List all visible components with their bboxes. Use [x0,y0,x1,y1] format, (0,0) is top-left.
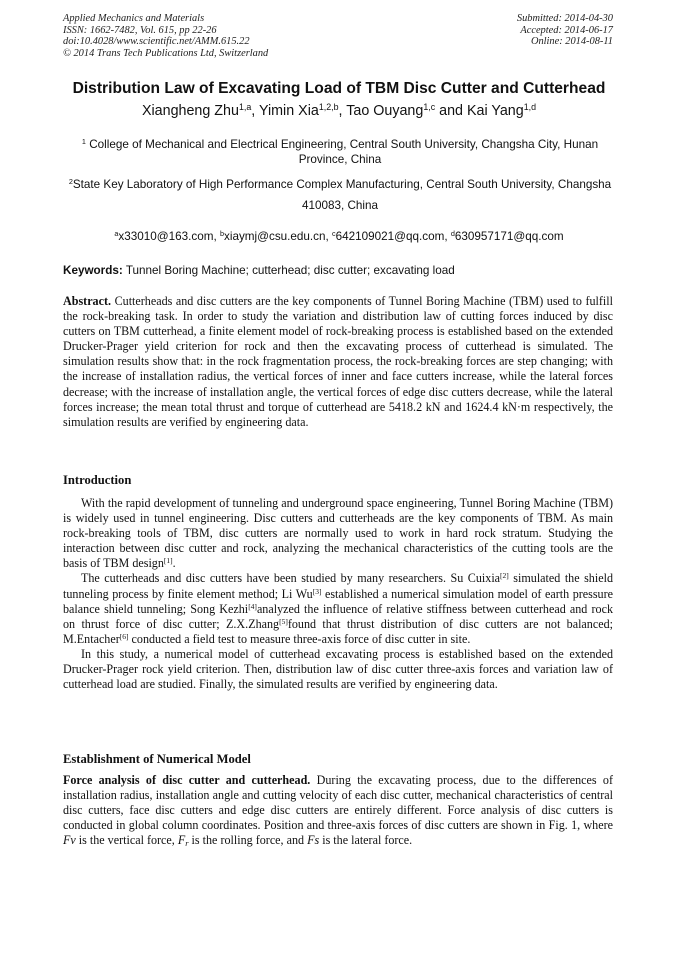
symbol-fr: $F_r$ [177,833,189,849]
author-list: Xiangheng Zhu$^{1,a}$, Yimin Xia$^{1,2,b}$, Tao Ouyang$^{1,c}$ and Kai Yang$^{1,d}$ [141,102,537,119]
citation[interactable]: [5] [279,616,288,626]
numerical-model-body [63,773,613,848]
author: Yimin Xia$^{1,2,b}$ [258,102,339,119]
introduction-body [63,496,613,692]
journal-header-left [63,13,268,59]
author: Kai Yang$^{1,d}$ [466,102,537,119]
journal-issn: ISSN: 1662-7482, Vol. 615, pp 22-26 [63,24,217,36]
citation[interactable]: [6] [119,631,129,641]
section-heading-introduction: Introduction [63,473,132,487]
keywords-label: Keywords: [63,264,123,277]
journal-copyright: © 2014 Trans Tech Publications Ltd, Switzerland [63,47,269,59]
email[interactable]: $^c$642109021@qq.com [332,229,445,243]
citation[interactable]: [2] [500,571,509,581]
paragraph: In this study, a numerical model of cutterhead excavating process is established based on the extended Drucker-Prager rock yield criterion. Then, distribution law of disc cutter three-axis forces and variation law of cutterhead load are studied. Finally, the simulated results are verified by engineering data. [63,646,613,692]
paragraph: Force analysis of disc cutter and cutterhead. During the excavating process, due to the differences of installation radius, installation angle and cutting velocity of each disc cutter, mechanical characteristics of central disc cutters, face disc cutters and edge disc cutters are entirely different. Force analysis of disc cutters is conducted in global column coordinates. Position and three-axis forces of disc cutters are shown in Fig. 1, where Fv is the vertical force, $F_r$ is the rolling force, and Fs is the lateral force. [63,773,613,849]
symbol-fs: Fs [307,833,320,848]
journal-doi: doi:10.4028/www.scientific.net/AMM.615.22 [63,36,250,48]
abstract-label: Abstract. [63,294,112,308]
author: Tao Ouyang$^{1,c}$ [346,102,436,119]
accepted-date: Accepted: 2014-06-17 [520,24,613,36]
section-heading-numerical-model: Establishment of Numerical Model [63,752,251,766]
affiliation-1: $^1$ College of Mechanical and Electrical Engineering, Central South University, Changsha City, Hunan Province, China [81,137,599,166]
online-date: Online: 2014-08-11 [530,36,613,48]
email[interactable]: $^a$x33010@163.com [114,229,214,243]
keywords-text: Tunnel Boring Machine; cutterhead; disc cutter; excavating load [125,264,455,277]
symbol-fv: Fv [63,833,76,848]
email[interactable]: $^d$630957171@qq.com [450,229,564,243]
paragraph: The cutterheads and disc cutters have been studied by many researchers. Su Cuixia[2] simulated the shield tunneling process by finite element method; Li Wu[3] established a numerical simulation model of earth pressure balance shield tunneling; Song Kezhi[4]analyzed the influence of relative stiffness between cutterhead and rock on thrust force of disc cutter; Z.X.Zhang[5]found that thrust distribution of disc cutters are not balanced; M.Entacher[6] conducted a field test to measure three-axis force of disc cutter in site. [63,571,613,646]
journal-header-right [517,13,613,48]
paragraph: With the rapid development of tunneling and underground space engineering, Tunnel Boring Machine (TBM) is widely used in tunnel engineering. Disc cutters and cutterheads are the key components of TBM. As main rock-breaking tools of TBM, disc cutters are normally used to work in hard rock stratum. Studying the interaction between disc cutter and rock, analyzing the mechanical characteristics of the cutting tools are the basis of TBM design[1]. [63,496,613,571]
abstract [63,294,613,430]
citation[interactable]: [4] [248,601,257,611]
email[interactable]: $^b$xiaymj@csu.edu.cn [219,229,326,243]
subsection-lead: Force analysis of disc cutter and cutterhead. [63,773,311,787]
author-emails: $^a$x33010@163.com, $^b$xiaymj@csu.edu.cn, $^c$642109021@qq.com, $^d$630957171@qq.com [114,229,564,243]
abstract-text: Cutterheads and disc cutters are the key components of Tunnel Boring Machine (TBM) used to fulfill the rock-breaking task. In order to study the variation and distribution law of cutting forces induced by disc cutters on TBM cutterhead, a finite element model of rock-breaking process is established based on the extended Drucker-Prager yield criterion for rock and then the excavating process of cutterhead is simulated. The simulation results show that: in the rock fragmentation process, the rock-breaking forces are step changing; with the increase of installation radius, the vertical forces of inner and face cutters increase, while the lateral forces decrease; with the increase of installation angle, the vertical forces of edge disc cutters decrease, while the lateral forces increase; the mean total thrust and torque of cutterhead are 5418.2 kN and 1624.4 kN·m respectively, the simulation results are verified by engineering data. [63,294,613,429]
citation[interactable]: [3] [312,586,322,596]
keywords [63,263,455,279]
journal-name: Applied Mechanics and Materials [63,13,205,24]
paper-title: Distribution Law of Excavating Load of TBM Disc Cutter and Cutterhead [72,80,606,97]
submitted-date: Submitted: 2014-04-30 [516,13,613,24]
author: Xiangheng Zhu$^{1,a}$ [141,102,252,119]
affiliation-2: $^2$State Key Laboratory of High Performance Complex Manufacturing, Central South University, Changsha 410083, China [68,177,612,212]
citation[interactable]: [1] [163,556,173,566]
